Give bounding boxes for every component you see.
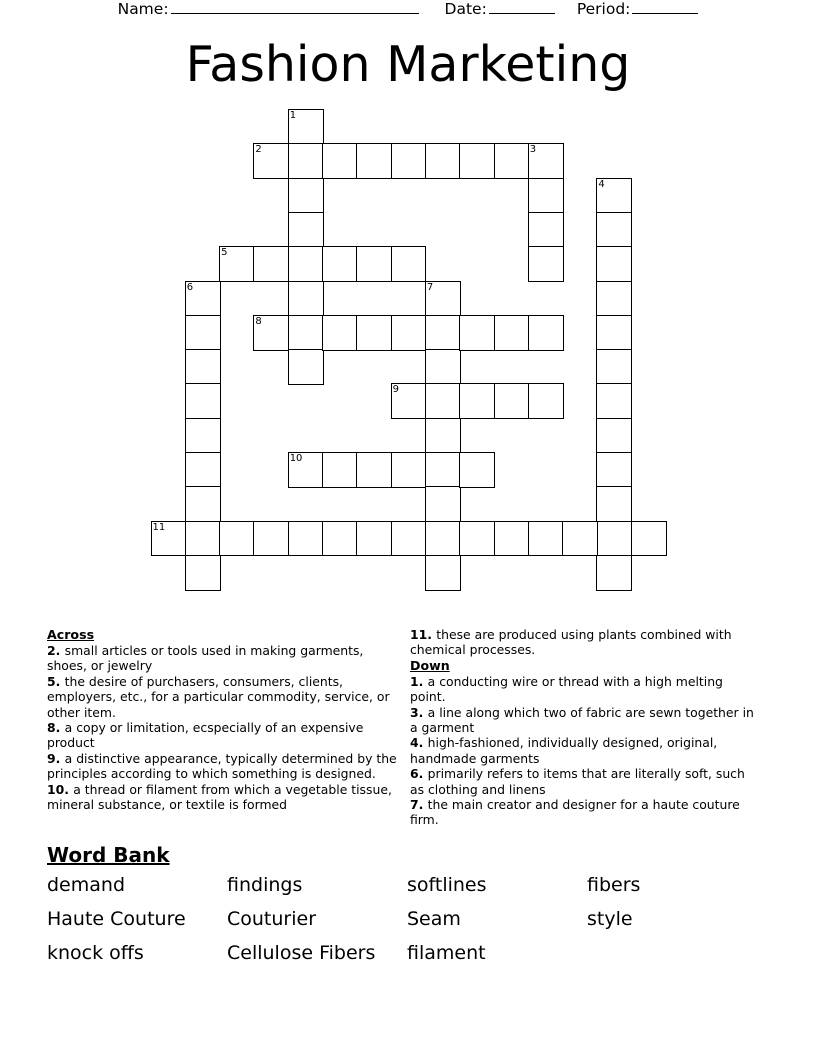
crossword-cell[interactable] (288, 143, 324, 179)
crossword-cell[interactable] (185, 383, 221, 419)
clue-number: 7. (410, 797, 428, 813)
crossword-cell[interactable] (528, 383, 564, 419)
crossword-cell[interactable] (494, 521, 530, 557)
crossword-cell[interactable] (425, 521, 461, 557)
crossword-cell[interactable] (391, 315, 427, 351)
clue-number: 11. (410, 627, 437, 642)
clue-text: a copy or limitation, ecspecially of an expensive product (47, 720, 364, 751)
clue-number: 8. (47, 720, 65, 736)
word-bank-item: fibers (587, 874, 641, 896)
crossword-cell[interactable] (253, 143, 289, 179)
clue-item (47, 674, 397, 720)
clues-section (47, 627, 769, 839)
crossword-cell[interactable] (459, 383, 495, 419)
clue-number: 4. (410, 735, 428, 751)
clue-text: a conducting wire or thread with a high melting point. (410, 673, 723, 705)
crossword-cell[interactable] (185, 452, 221, 488)
clue-item (47, 782, 397, 813)
crossword-cell[interactable] (425, 486, 461, 522)
crossword-cell[interactable] (151, 521, 187, 557)
crossword-cell[interactable] (322, 143, 358, 179)
crossword-cell-number: 2 (255, 144, 262, 156)
clue-number: 3. (410, 704, 428, 720)
crossword-cell[interactable] (288, 178, 324, 214)
clue-item (47, 751, 397, 782)
crossword-cell-number: 1 (289, 110, 297, 121)
crossword-cell[interactable] (425, 281, 461, 317)
clue-text: these are produced using plants combined with chemical processes. (410, 627, 732, 658)
crossword-cell[interactable] (288, 212, 324, 248)
period-label: Period: (576, 0, 631, 18)
crossword-cell[interactable] (596, 246, 632, 282)
clue-number: 10. (47, 781, 74, 797)
crossword-cell[interactable] (425, 555, 461, 591)
crossword-cell[interactable] (596, 178, 632, 214)
crossword-cell[interactable] (288, 315, 324, 351)
crossword-cell[interactable] (596, 418, 632, 454)
word-bank-list (47, 871, 769, 967)
clue-number: 5. (47, 673, 65, 689)
crossword-cell[interactable] (596, 212, 632, 248)
crossword-cell[interactable] (425, 143, 461, 179)
crossword-cell[interactable] (219, 246, 255, 282)
crossword-cell[interactable] (253, 315, 289, 351)
crossword-cell-number: 3 (529, 144, 537, 156)
crossword-cell[interactable] (288, 521, 324, 557)
crossword-cell[interactable] (494, 383, 530, 419)
crossword-cell[interactable] (185, 281, 221, 317)
crossword-cell[interactable] (596, 555, 632, 591)
word-bank-item: demand (47, 874, 126, 896)
crossword-cell[interactable] (288, 349, 324, 385)
crossword-cell[interactable] (494, 143, 530, 179)
word-bank-item: findings (227, 874, 303, 896)
crossword-cell[interactable] (596, 349, 632, 385)
crossword-cell[interactable] (288, 281, 324, 317)
crossword-cell[interactable] (322, 521, 358, 557)
crossword-cell[interactable] (219, 521, 255, 557)
clue-text: small articles or tools used in making garments, shoes, or jewelry (47, 643, 364, 674)
crossword-cell-number: 8 (255, 315, 262, 327)
crossword-cell[interactable] (631, 521, 667, 557)
crossword-cell[interactable] (288, 246, 324, 282)
word-bank-item: knock offs (47, 942, 144, 964)
crossword-cell[interactable] (391, 521, 427, 557)
crossword-cell[interactable] (185, 349, 221, 385)
clue-text: a distinctive appearance, typically determined by the principles according to which something is designed. (47, 750, 397, 782)
crossword-cell[interactable] (185, 315, 221, 351)
crossword-cell[interactable] (459, 315, 495, 351)
crossword-cell[interactable] (391, 383, 427, 419)
date-label: Date: (444, 0, 487, 18)
clue-text: high-fashioned, individually designed, original, handmade garments (410, 735, 718, 766)
clue-item (410, 766, 760, 797)
word-bank-item: filament (407, 942, 486, 964)
crossword-cell[interactable] (288, 452, 324, 488)
crossword-cell[interactable] (596, 383, 632, 419)
crossword-cell[interactable] (253, 521, 289, 557)
clue-text: a line along which two of fabric are sewn together in a garment (410, 704, 754, 736)
crossword-cell[interactable] (322, 452, 358, 488)
crossword-cell-number: 7 (426, 281, 434, 293)
name-label: Name: (117, 0, 169, 18)
crossword-cell-number: 9 (392, 384, 399, 396)
clues-down-heading: Down (410, 657, 450, 673)
crossword-cell[interactable] (425, 349, 461, 385)
clue-item (410, 705, 760, 736)
crossword-cell[interactable] (459, 143, 495, 179)
crossword-cell[interactable] (356, 452, 392, 488)
crossword-cell[interactable] (425, 452, 461, 488)
crossword-cell[interactable] (528, 212, 564, 248)
crossword-cell[interactable] (185, 486, 221, 522)
clue-number: 6. (410, 766, 428, 782)
crossword-cell[interactable] (596, 452, 632, 488)
clue-number: 2. (47, 643, 65, 658)
crossword-cell[interactable] (494, 315, 530, 351)
word-bank-title: Word Bank (47, 843, 170, 867)
crossword-cell-number: 11 (152, 521, 166, 533)
clues-column-right (410, 627, 760, 828)
word-bank-item: Haute Couture (47, 908, 186, 930)
crossword-cell[interactable] (322, 315, 358, 351)
clue-text: primarily refers to items that are literally soft, such as clothing and linens (410, 766, 745, 797)
word-bank-item: Seam (407, 908, 461, 930)
clue-text: the desire of purchasers, consumers, clients, employers, etc., for a particular commodity, service, or other item. (47, 673, 390, 720)
clue-number: 9. (47, 750, 65, 766)
word-bank-item: Couturier (227, 908, 317, 930)
clue-text: a thread or filament from which a vegetable tissue, mineral substance, or textile is formed (47, 781, 392, 813)
crossword-cell[interactable] (425, 383, 461, 419)
crossword-cell[interactable] (528, 315, 564, 351)
crossword-cell-number: 4 (598, 178, 605, 190)
crossword-cell[interactable] (425, 315, 461, 351)
crossword-cell[interactable] (356, 143, 392, 179)
clue-item (410, 674, 760, 705)
clue-item (410, 735, 760, 766)
crossword-cell[interactable] (596, 281, 632, 317)
crossword-cell-number: 5 (221, 247, 228, 259)
clues-column-left (47, 627, 397, 812)
crossword-cell[interactable] (425, 418, 461, 454)
crossword-cell[interactable] (528, 143, 564, 179)
crossword-cell[interactable] (185, 521, 221, 557)
clue-number: 1. (410, 673, 428, 689)
crossword-cell[interactable] (528, 246, 564, 282)
crossword-cell[interactable] (253, 246, 289, 282)
crossword-cell[interactable] (391, 246, 427, 282)
word-bank-item: Cellulose Fibers (227, 942, 376, 964)
crossword-cell[interactable] (391, 143, 427, 179)
crossword-cell[interactable] (528, 521, 564, 557)
clue-item (410, 627, 760, 658)
crossword-cell[interactable] (528, 178, 564, 214)
crossword-cell[interactable] (391, 452, 427, 488)
crossword-cell[interactable] (459, 452, 495, 488)
crossword-cell[interactable] (322, 246, 358, 282)
clue-item (47, 720, 397, 751)
page-title: Fashion Marketing (185, 36, 631, 93)
crossword-cell[interactable] (596, 521, 632, 557)
crossword-cell[interactable] (562, 521, 598, 557)
crossword-cell[interactable] (596, 315, 632, 351)
crossword-cell[interactable] (459, 521, 495, 557)
crossword-cell-number: 6 (186, 281, 194, 293)
crossword-cell[interactable] (356, 246, 392, 282)
crossword-cell[interactable] (185, 418, 221, 454)
crossword-cell[interactable] (356, 315, 392, 351)
word-bank-section (47, 843, 769, 967)
clue-text: the main creator and designer for a haute couture firm. (410, 797, 740, 828)
clues-across-heading: Across (47, 627, 95, 642)
crossword-cell[interactable] (185, 555, 221, 591)
word-bank-item: style (587, 908, 633, 930)
word-bank-item: softlines (407, 874, 487, 896)
crossword-cell[interactable] (288, 109, 324, 145)
crossword-cell[interactable] (596, 486, 632, 522)
crossword-cell-number: 10 (289, 453, 303, 464)
clue-item (410, 797, 760, 828)
clue-item (47, 643, 397, 674)
crossword-cell[interactable] (356, 521, 392, 557)
